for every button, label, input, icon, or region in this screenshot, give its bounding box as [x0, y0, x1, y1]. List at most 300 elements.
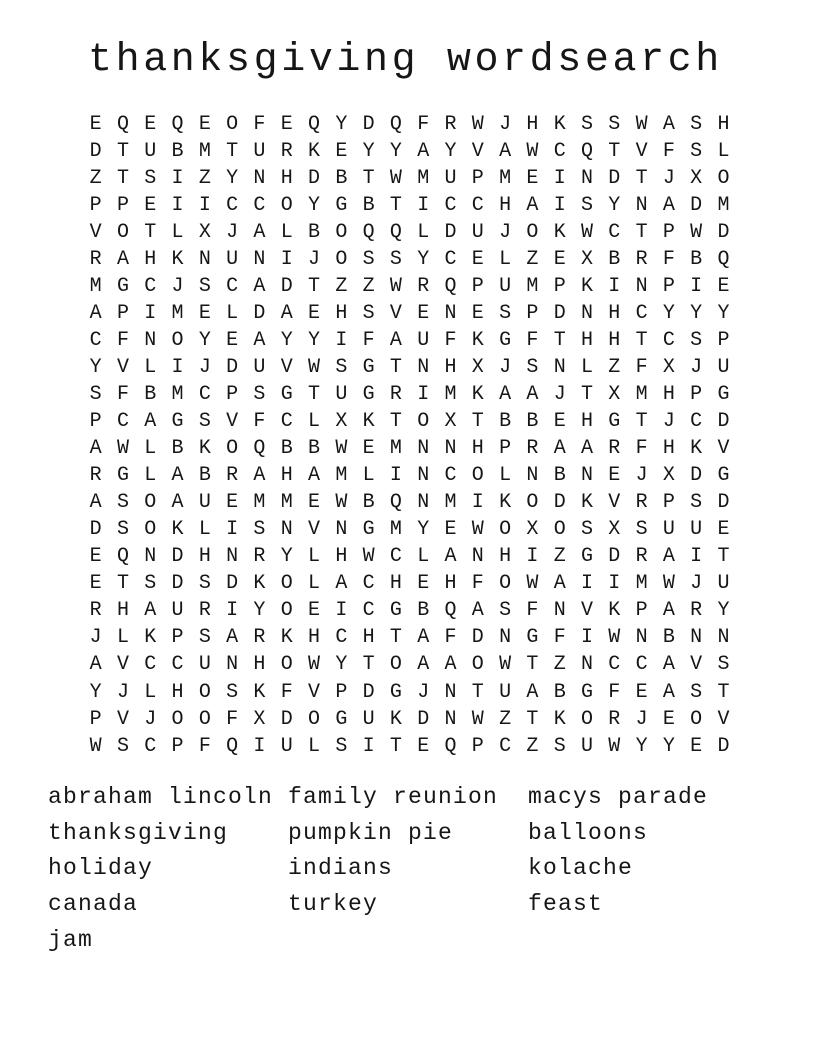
grid-letter: A — [526, 382, 539, 406]
grid-letter: O — [280, 599, 293, 623]
grid-letter: U — [253, 355, 266, 379]
grid-letter: W — [362, 545, 375, 569]
grid-letter: S — [198, 572, 211, 596]
grid-letter: T — [389, 355, 402, 379]
grid-letter: T — [553, 328, 566, 352]
grid-letter: S — [362, 247, 375, 271]
grid-letter: Q — [362, 220, 375, 244]
grid-letter: H — [580, 410, 593, 434]
grid-row — [82, 409, 737, 436]
grid-letter: Y — [608, 193, 621, 217]
grid-letter: N — [635, 626, 648, 650]
grid-letter: T — [116, 139, 129, 163]
grid-letter: M — [635, 382, 648, 406]
grid-letter: L — [417, 545, 430, 569]
grid-letter: N — [580, 653, 593, 677]
grid-letter: J — [553, 382, 566, 406]
grid-letter: L — [308, 545, 321, 569]
grid-letter: H — [116, 599, 129, 623]
grid-letter: X — [444, 410, 457, 434]
grid-letter: T — [389, 410, 402, 434]
grid-letter: N — [690, 626, 703, 650]
grid-letter: W — [662, 572, 675, 596]
grid-letter: G — [389, 599, 402, 623]
grid-letter: Q — [116, 112, 129, 136]
grid-letter: D — [280, 274, 293, 298]
grid-letter: B — [608, 247, 621, 271]
grid-letter: C — [635, 301, 648, 325]
grid-letter: B — [662, 626, 675, 650]
grid-letter: P — [471, 166, 484, 190]
grid-letter: B — [144, 382, 157, 406]
grid-letter: J — [635, 464, 648, 488]
grid-letter: M — [444, 382, 457, 406]
grid-letter: K — [580, 491, 593, 515]
grid-letter: W — [608, 626, 621, 650]
grid-letter: B — [308, 437, 321, 461]
word-list-column — [288, 780, 528, 959]
grid-letter: C — [144, 734, 157, 758]
grid-letter: U — [717, 355, 730, 379]
grid-letter: O — [308, 707, 321, 731]
grid-letter: Y — [226, 166, 239, 190]
grid-letter: B — [171, 139, 184, 163]
grid-letter: N — [417, 464, 430, 488]
grid-letter: U — [580, 734, 593, 758]
grid-letter: I — [690, 274, 703, 298]
grid-letter: O — [526, 220, 539, 244]
grid-letter: Y — [89, 680, 102, 704]
grid-letter: O — [144, 491, 157, 515]
grid-letter: M — [526, 274, 539, 298]
grid-letter: D — [690, 193, 703, 217]
grid-letter: B — [362, 491, 375, 515]
grid-letter: Q — [389, 491, 402, 515]
grid-letter: L — [226, 301, 239, 325]
grid-letter: I — [417, 193, 430, 217]
grid-letter: P — [89, 707, 102, 731]
grid-row — [82, 544, 737, 571]
grid-letter: A — [499, 139, 512, 163]
grid-letter: E — [444, 518, 457, 542]
grid-letter: B — [362, 193, 375, 217]
grid-letter: Z — [362, 274, 375, 298]
grid-letter: O — [226, 112, 239, 136]
grid-letter: V — [116, 653, 129, 677]
grid-letter: S — [226, 680, 239, 704]
grid-letter: W — [389, 166, 402, 190]
grid-letter: D — [89, 139, 102, 163]
grid-letter: T — [226, 139, 239, 163]
grid-letter: E — [198, 112, 211, 136]
grid-letter: G — [580, 680, 593, 704]
grid-letter: R — [253, 626, 266, 650]
grid-letter: N — [444, 680, 457, 704]
grid-letter: C — [608, 220, 621, 244]
grid-letter: H — [662, 437, 675, 461]
grid-letter: G — [362, 518, 375, 542]
grid-row — [82, 706, 737, 733]
grid-letter: F — [362, 328, 375, 352]
grid-letter: I — [471, 491, 484, 515]
grid-letter: V — [635, 139, 648, 163]
grid-letter: T — [116, 166, 129, 190]
grid-letter: J — [662, 166, 675, 190]
grid-letter: N — [417, 355, 430, 379]
grid-letter: P — [662, 491, 675, 515]
grid-letter: N — [471, 545, 484, 569]
grid-letter: V — [717, 437, 730, 461]
grid-letter: A — [89, 653, 102, 677]
grid-letter: B — [335, 166, 348, 190]
grid-letter: S — [690, 328, 703, 352]
grid-letter: X — [690, 166, 703, 190]
grid-letter: N — [335, 518, 348, 542]
grid-letter: J — [226, 220, 239, 244]
grid-letter: E — [144, 193, 157, 217]
grid-letter: M — [335, 464, 348, 488]
grid-letter: Y — [335, 653, 348, 677]
grid-letter: C — [226, 193, 239, 217]
grid-row — [82, 138, 737, 165]
word-item: feast — [528, 891, 604, 918]
grid-letter: R — [89, 599, 102, 623]
grid-letter: L — [144, 355, 157, 379]
grid-letter: G — [362, 382, 375, 406]
grid-letter: L — [116, 626, 129, 650]
grid-letter: P — [635, 599, 648, 623]
grid-letter: G — [389, 680, 402, 704]
grid-letter: V — [116, 355, 129, 379]
grid-letter: F — [116, 382, 129, 406]
grid-letter: I — [335, 328, 348, 352]
grid-letter: H — [389, 572, 402, 596]
grid-letter: W — [471, 707, 484, 731]
grid-letter: R — [280, 139, 293, 163]
grid-letter: E — [144, 112, 157, 136]
grid-letter: K — [171, 518, 184, 542]
grid-letter: W — [499, 653, 512, 677]
grid-letter: N — [253, 247, 266, 271]
grid-letter: K — [144, 626, 157, 650]
grid-letter: P — [471, 274, 484, 298]
grid-letter: H — [662, 382, 675, 406]
grid-letter: N — [417, 491, 430, 515]
grid-letter: U — [417, 328, 430, 352]
grid-letter: U — [335, 382, 348, 406]
grid-letter: A — [253, 464, 266, 488]
grid-letter: Z — [553, 653, 566, 677]
grid-letter: Y — [280, 328, 293, 352]
word-item: family reunion — [288, 784, 499, 810]
grid-letter: P — [553, 274, 566, 298]
grid-letter: O — [280, 653, 293, 677]
grid-letter: J — [198, 355, 211, 379]
grid-letter: C — [144, 653, 157, 677]
grid-letter: D — [171, 572, 184, 596]
grid-letter: N — [253, 166, 266, 190]
grid-letter: E — [308, 301, 321, 325]
grid-letter: M — [389, 518, 402, 542]
grid-letter: Z — [89, 166, 102, 190]
grid-letter: I — [526, 545, 539, 569]
grid-letter: A — [526, 193, 539, 217]
grid-letter: S — [116, 734, 129, 758]
grid-letter: Y — [635, 734, 648, 758]
grid-letter: Z — [499, 707, 512, 731]
grid-letter: D — [362, 112, 375, 136]
grid-letter: K — [499, 491, 512, 515]
grid-letter: T — [389, 626, 402, 650]
grid-letter: O — [580, 707, 593, 731]
grid-letter: K — [553, 220, 566, 244]
grid-letter: I — [362, 734, 375, 758]
grid-letter: A — [253, 274, 266, 298]
grid-letter: K — [308, 139, 321, 163]
grid-letter: T — [717, 545, 730, 569]
grid-letter: U — [144, 139, 157, 163]
grid-letter: P — [226, 382, 239, 406]
grid-letter: P — [116, 193, 129, 217]
grid-letter: F — [553, 626, 566, 650]
grid-letter: N — [280, 518, 293, 542]
grid-letter: R — [89, 247, 102, 271]
grid-letter: S — [144, 572, 157, 596]
grid-letter: Y — [362, 139, 375, 163]
grid-letter: A — [308, 464, 321, 488]
grid-letter: H — [580, 328, 593, 352]
grid-letter: A — [335, 572, 348, 596]
grid-letter: U — [280, 734, 293, 758]
grid-letter: A — [116, 247, 129, 271]
grid-letter: Z — [335, 274, 348, 298]
grid-letter: B — [690, 247, 703, 271]
grid-letter: Q — [717, 247, 730, 271]
grid-letter: K — [608, 599, 621, 623]
grid-letter: R — [608, 437, 621, 461]
grid-letter: A — [553, 572, 566, 596]
grid-letter: C — [635, 653, 648, 677]
grid-row — [82, 354, 737, 381]
wordsearch-grid — [82, 111, 737, 760]
grid-letter: E — [226, 491, 239, 515]
word-item: macys parade — [528, 784, 709, 810]
grid-letter: Y — [335, 112, 348, 136]
grid-letter: Y — [308, 193, 321, 217]
grid-letter: N — [553, 599, 566, 623]
grid-letter: A — [226, 626, 239, 650]
grid-letter: V — [471, 139, 484, 163]
grid-letter: W — [335, 491, 348, 515]
grid-letter: U — [499, 274, 512, 298]
grid-letter: H — [526, 112, 539, 136]
grid-letter: N — [717, 626, 730, 650]
grid-letter: J — [499, 355, 512, 379]
grid-letter: L — [580, 355, 593, 379]
grid-letter: F — [253, 410, 266, 434]
grid-letter: N — [144, 545, 157, 569]
grid-letter: K — [553, 112, 566, 136]
grid-letter: J — [635, 707, 648, 731]
grid-letter: H — [444, 355, 457, 379]
grid-letter: E — [226, 328, 239, 352]
grid-letter: H — [608, 301, 621, 325]
grid-letter: T — [362, 653, 375, 677]
grid-letter: F — [635, 437, 648, 461]
grid-letter: T — [362, 166, 375, 190]
grid-letter: A — [171, 464, 184, 488]
grid-letter: D — [444, 220, 457, 244]
word-item: kolache — [528, 855, 634, 882]
grid-letter: H — [308, 626, 321, 650]
grid-letter: I — [226, 518, 239, 542]
grid-letter: I — [171, 355, 184, 379]
grid-letter: E — [662, 707, 675, 731]
grid-letter: Q — [444, 599, 457, 623]
grid-letter: A — [171, 491, 184, 515]
word-item: turkey — [288, 891, 379, 918]
grid-letter: S — [717, 653, 730, 677]
grid-letter: Z — [608, 355, 621, 379]
grid-letter: D — [171, 545, 184, 569]
grid-letter: I — [280, 247, 293, 271]
grid-letter: K — [471, 382, 484, 406]
grid-letter: Y — [690, 301, 703, 325]
grid-letter: Y — [417, 247, 430, 271]
grid-letter: F — [226, 707, 239, 731]
word-item: abraham lincoln — [48, 784, 274, 810]
grid-letter: J — [499, 220, 512, 244]
grid-letter: A — [280, 301, 293, 325]
grid-letter: O — [499, 572, 512, 596]
grid-letter: D — [253, 301, 266, 325]
grid-letter: I — [335, 599, 348, 623]
grid-letter: K — [198, 437, 211, 461]
grid-letter: O — [280, 193, 293, 217]
grid-letter: P — [116, 301, 129, 325]
grid-letter: S — [198, 410, 211, 434]
grid-letter: C — [662, 328, 675, 352]
grid-letter: C — [116, 410, 129, 434]
grid-letter: E — [635, 680, 648, 704]
grid-letter: X — [662, 464, 675, 488]
grid-letter: H — [171, 680, 184, 704]
grid-letter: D — [417, 707, 430, 731]
grid-letter: O — [417, 410, 430, 434]
grid-letter: N — [580, 166, 593, 190]
grid-row — [82, 517, 737, 544]
grid-letter: M — [444, 491, 457, 515]
grid-letter: S — [198, 274, 211, 298]
grid-letter: H — [280, 166, 293, 190]
grid-letter: K — [253, 680, 266, 704]
grid-letter: C — [444, 247, 457, 271]
grid-letter: T — [389, 193, 402, 217]
grid-letter: U — [690, 518, 703, 542]
grid-letter: J — [144, 707, 157, 731]
grid-letter: A — [444, 545, 457, 569]
grid-letter: H — [471, 437, 484, 461]
grid-letter: A — [253, 220, 266, 244]
grid-letter: R — [635, 491, 648, 515]
grid-letter: V — [717, 707, 730, 731]
grid-letter: K — [690, 437, 703, 461]
grid-letter: G — [116, 464, 129, 488]
grid-letter: P — [717, 328, 730, 352]
grid-letter: G — [116, 274, 129, 298]
page-title: thanksgiving wordsearch — [88, 38, 723, 83]
grid-letter: G — [580, 545, 593, 569]
grid-letter: M — [389, 437, 402, 461]
grid-letter: O — [526, 491, 539, 515]
word-item: holiday — [48, 855, 154, 882]
grid-letter: T — [308, 382, 321, 406]
grid-letter: F — [526, 328, 539, 352]
grid-letter: S — [144, 166, 157, 190]
word-item: canada — [48, 891, 139, 918]
grid-row — [82, 327, 737, 354]
grid-letter: D — [690, 464, 703, 488]
grid-letter: E — [417, 734, 430, 758]
grid-letter: I — [226, 599, 239, 623]
grid-letter: Y — [89, 355, 102, 379]
grid-letter: E — [308, 599, 321, 623]
grid-letter: A — [471, 599, 484, 623]
grid-letter: E — [89, 545, 102, 569]
grid-letter: O — [198, 707, 211, 731]
grid-letter: A — [389, 328, 402, 352]
grid-letter: D — [717, 734, 730, 758]
grid-letter: N — [198, 247, 211, 271]
grid-letter: I — [553, 166, 566, 190]
grid-row — [82, 625, 737, 652]
grid-letter: S — [580, 193, 593, 217]
grid-letter: C — [471, 193, 484, 217]
grid-letter: V — [580, 599, 593, 623]
grid-letter: J — [690, 355, 703, 379]
grid-letter: A — [553, 437, 566, 461]
word-item: pumpkin pie — [288, 819, 454, 846]
grid-letter: C — [171, 653, 184, 677]
grid-letter: K — [253, 572, 266, 596]
grid-letter: V — [116, 707, 129, 731]
grid-row — [82, 436, 737, 463]
grid-letter: S — [253, 382, 266, 406]
grid-letter: J — [171, 274, 184, 298]
grid-letter: M — [89, 274, 102, 298]
grid-letter: N — [444, 707, 457, 731]
grid-letter: I — [171, 193, 184, 217]
grid-letter: S — [553, 734, 566, 758]
grid-letter: N — [635, 193, 648, 217]
grid-letter: Z — [526, 734, 539, 758]
grid-letter: U — [362, 707, 375, 731]
grid-letter: P — [171, 734, 184, 758]
grid-letter: Q — [171, 112, 184, 136]
word-list — [48, 780, 708, 959]
grid-letter: E — [553, 247, 566, 271]
grid-letter: A — [662, 599, 675, 623]
grid-letter: D — [362, 680, 375, 704]
grid-letter: A — [444, 653, 457, 677]
grid-letter: S — [253, 518, 266, 542]
grid-letter: Z — [198, 166, 211, 190]
grid-letter: D — [553, 491, 566, 515]
grid-letter: J — [89, 626, 102, 650]
grid-letter: R — [635, 247, 648, 271]
grid-letter: G — [335, 193, 348, 217]
grid-letter: H — [335, 301, 348, 325]
